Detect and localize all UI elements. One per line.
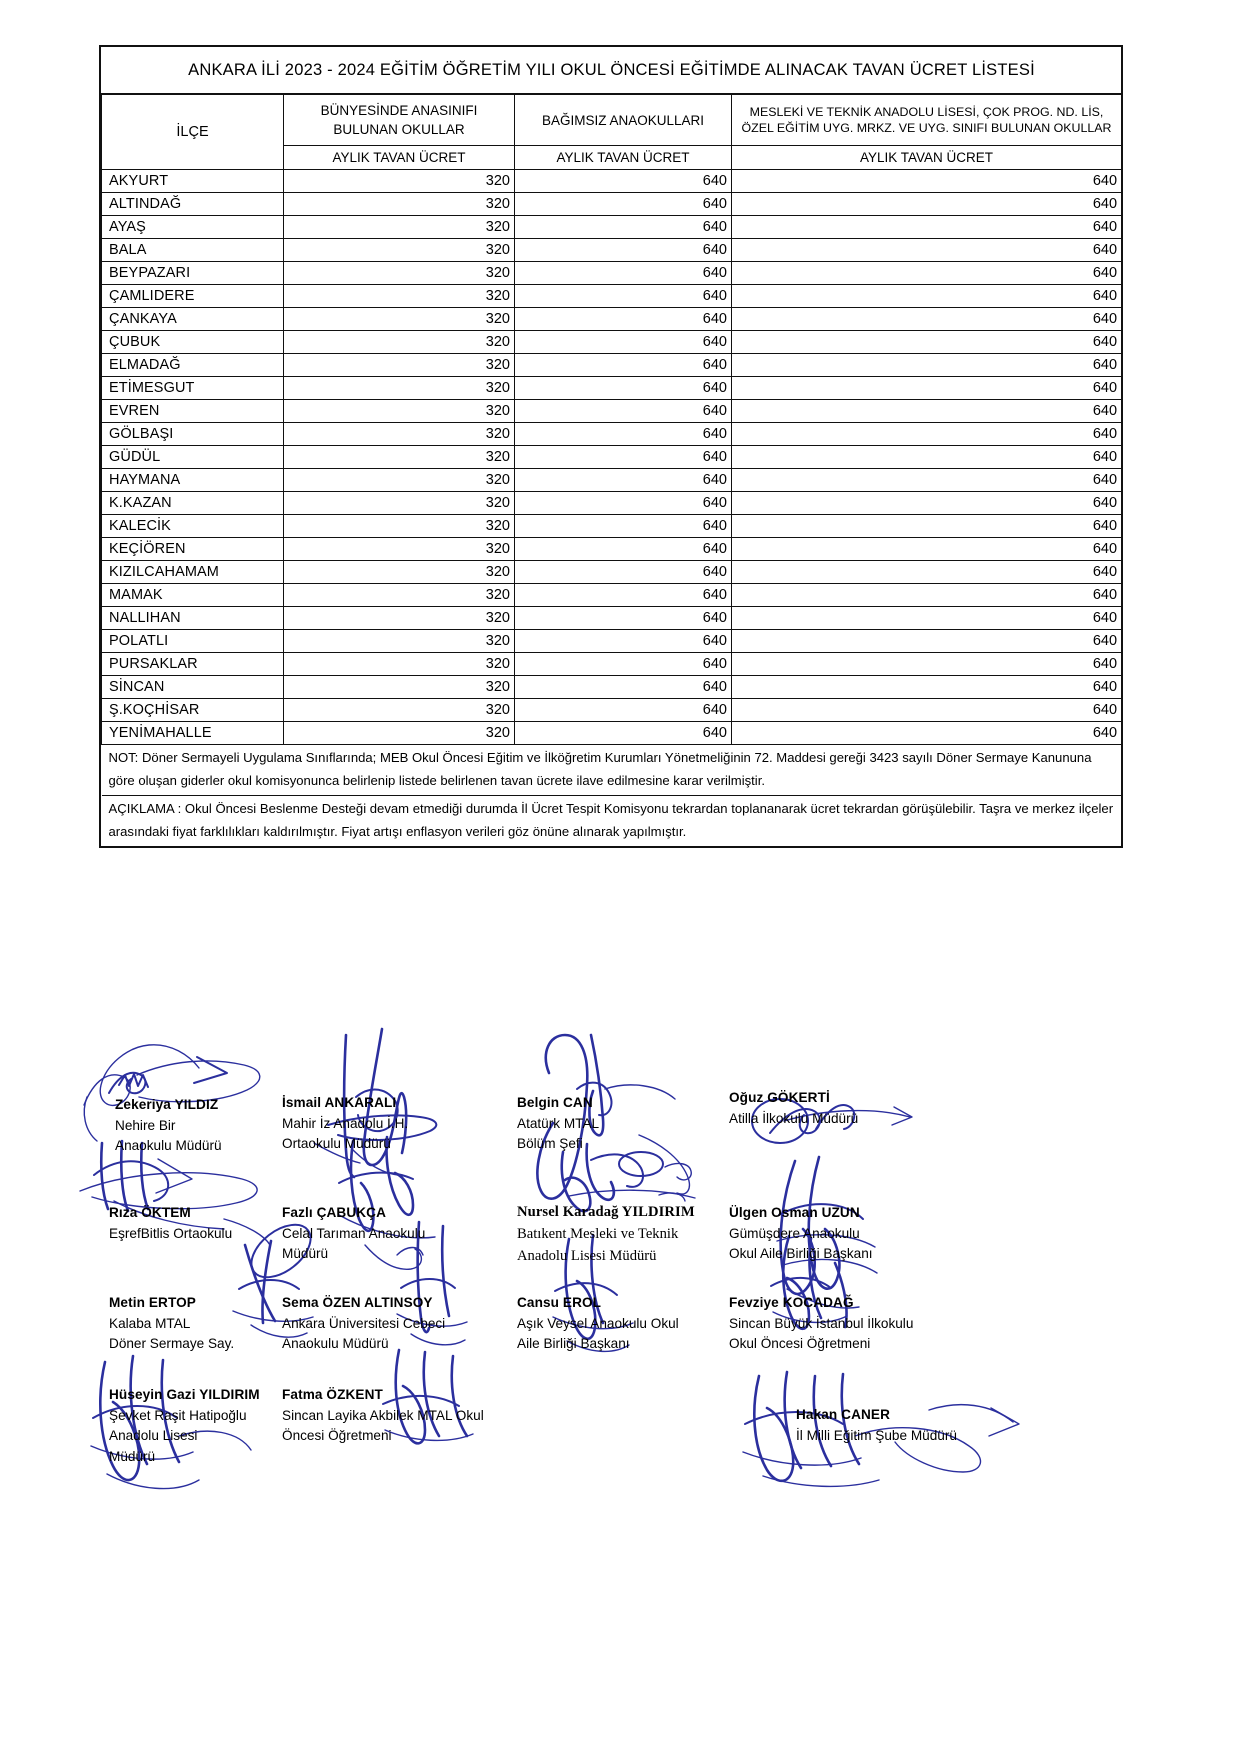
cell-mtal-fee: 640 — [732, 170, 1122, 193]
cell-mtal-fee: 640 — [732, 699, 1122, 722]
cell-bagimsiz-fee: 640 — [515, 239, 732, 262]
column-header-ilce: İLÇE — [102, 94, 284, 170]
cell-anasinifi-fee: 320 — [284, 515, 515, 538]
column-header-anasinifi: BÜNYESİNDE ANASINIFI BULUNAN OKULLAR — [284, 94, 515, 146]
signature-line1: Atatürk MTAL — [517, 1115, 600, 1131]
table-row — [102, 170, 1122, 193]
note-aciklama: AÇIKLAMA : Okul Öncesi Beslenme Desteği devam etmediği durumda İl Ücret Tespit Komisyonu tekrardan toplananarak ücret tekrardan görüşülebilir. Taşra ve merkez ilçeler arasındaki fiyat farklılıkları kaldırılmıştır. Fiyat artışı enflasyon verileri göz önüne alınarak yapılmıştır. — [102, 796, 1122, 847]
cell-mtal-fee: 640 — [732, 308, 1122, 331]
signature-line1: Batıkent Mesleki ve Teknik — [517, 1226, 679, 1243]
cell-anasinifi-fee: 320 — [284, 423, 515, 446]
signature-line1: Sincan Layika Akbilek MTAL Okul — [282, 1407, 484, 1423]
cell-anasinifi-fee: 320 — [284, 285, 515, 308]
cell-district: SİNCAN — [102, 676, 284, 699]
cell-anasinifi-fee: 320 — [284, 193, 515, 216]
signature-name: Zekeriya YILDIZ — [115, 1097, 219, 1112]
cell-anasinifi-fee: 320 — [284, 676, 515, 699]
signature-line2: Anadolu Lisesi Müdürü — [517, 1248, 657, 1265]
signature-line2: Anaokulu Müdürü — [115, 1138, 222, 1154]
signature-name: Belgin CAN — [517, 1095, 593, 1110]
table-title-row — [102, 47, 1122, 94]
cell-bagimsiz-fee: 640 — [515, 170, 732, 193]
signature-block-12 — [729, 1293, 913, 1355]
table-row — [102, 285, 1122, 308]
cell-mtal-fee: 640 — [732, 561, 1122, 584]
cell-mtal-fee: 640 — [732, 469, 1122, 492]
cell-mtal-fee: 640 — [732, 216, 1122, 239]
cell-mtal-fee: 640 — [732, 331, 1122, 354]
signature-name: Hüseyin Gazi YILDIRIM — [109, 1387, 260, 1402]
table-row — [102, 262, 1122, 285]
cell-mtal-fee: 640 — [732, 285, 1122, 308]
cell-anasinifi-fee: 320 — [284, 561, 515, 584]
cell-bagimsiz-fee: 640 — [515, 469, 732, 492]
cell-district: ELMADAĞ — [102, 354, 284, 377]
signature-line3: Müdürü — [109, 1448, 156, 1464]
signature-block-10 — [282, 1293, 445, 1355]
table-row — [102, 722, 1122, 745]
note-doner-sermaye: NOT: Döner Sermayeli Uygulama Sınıflarında; MEB Okul Öncesi Eğitim ve İlköğretim Kurumları Yönetmeliğinin 72. Maddesi gereği 3423 sayılı Döner Sermaye Kanununa göre oluşan giderler okul komisyonunca belirlenip listede belirlenen tavan ücrete ilave edilmesine karar verilmiştir. — [102, 745, 1122, 796]
table-row — [102, 446, 1122, 469]
signature-name: Cansu EROL — [517, 1295, 602, 1310]
cell-mtal-fee: 640 — [732, 538, 1122, 561]
subheader-mtal: AYLIK TAVAN ÜCRET — [732, 146, 1122, 170]
cell-district: KALECİK — [102, 515, 284, 538]
signature-line2: Bölüm Şefi — [517, 1136, 583, 1152]
cell-anasinifi-fee: 320 — [284, 308, 515, 331]
signature-line1: Atilla İlkokulu Müdürü — [729, 1110, 859, 1126]
table-row — [102, 699, 1122, 722]
cell-bagimsiz-fee: 640 — [515, 308, 732, 331]
signature-line2: Anadolu Lisesi — [109, 1428, 198, 1444]
table-row — [102, 400, 1122, 423]
signature-line2: Anaokulu Müdürü — [282, 1336, 389, 1352]
note-row-aciklama — [102, 796, 1122, 847]
subheader-anasinifi: AYLIK TAVAN ÜCRET — [284, 146, 515, 170]
cell-anasinifi-fee: 320 — [284, 216, 515, 239]
table-row — [102, 538, 1122, 561]
signature-line2: Döner Sermaye Say. — [109, 1336, 235, 1352]
signature-block-4 — [729, 1088, 858, 1129]
cell-bagimsiz-fee: 640 — [515, 285, 732, 308]
signature-line2: Aile Birliği Başkanı — [517, 1336, 630, 1352]
signature-block-5 — [109, 1203, 232, 1244]
table-row — [102, 676, 1122, 699]
approver-title: İl Milli Eğitim Şube Müdürü — [796, 1427, 957, 1443]
cell-mtal-fee: 640 — [732, 676, 1122, 699]
cell-anasinifi-fee: 320 — [284, 722, 515, 745]
cell-mtal-fee: 640 — [732, 193, 1122, 216]
signature-name: Fatma ÖZKENT — [282, 1387, 383, 1402]
note-row-not — [102, 745, 1122, 796]
cell-anasinifi-fee: 320 — [284, 446, 515, 469]
signature-name: Ülgen Osman UZUN — [729, 1205, 860, 1220]
cell-anasinifi-fee: 320 — [284, 469, 515, 492]
column-header-bagimsiz: BAĞIMSIZ ANAOKULLARI — [515, 94, 732, 146]
cell-bagimsiz-fee: 640 — [515, 377, 732, 400]
table-row — [102, 630, 1122, 653]
cell-mtal-fee: 640 — [732, 492, 1122, 515]
signature-block-8 — [729, 1203, 873, 1265]
signature-line1: Mahir İz Anadolu İ.H. — [282, 1115, 409, 1131]
table-row — [102, 561, 1122, 584]
table-row — [102, 216, 1122, 239]
signature-line1: Kalaba MTAL — [109, 1315, 191, 1331]
cell-bagimsiz-fee: 640 — [515, 400, 732, 423]
cell-bagimsiz-fee: 640 — [515, 676, 732, 699]
cell-district: PURSAKLAR — [102, 653, 284, 676]
cell-district: KEÇİÖREN — [102, 538, 284, 561]
signature-block-11 — [517, 1293, 679, 1355]
cell-mtal-fee: 640 — [732, 354, 1122, 377]
signature-line1: Nehire Bir — [115, 1117, 176, 1133]
cell-mtal-fee: 640 — [732, 607, 1122, 630]
signature-line2: Ortaokulu Müdürü — [282, 1136, 391, 1152]
cell-district: ÇUBUK — [102, 331, 284, 354]
column-header-mtal: MESLEKİ VE TEKNİK ANADOLU LİSESİ, ÇOK PROG. ND. LİS, ÖZEL EĞİTİM UYG. MRKZ. VE UYG. SINIFI BULUNAN OKULLAR — [732, 94, 1122, 146]
signature-line1: EşrefBitlis Ortaokulu — [109, 1225, 233, 1241]
signature-area — [99, 1040, 1139, 1510]
signature-name: İsmail ANKARALI — [282, 1095, 397, 1110]
cell-anasinifi-fee: 320 — [284, 653, 515, 676]
cell-district: NALLIHAN — [102, 607, 284, 630]
cell-bagimsiz-fee: 640 — [515, 193, 732, 216]
signature-block-1 — [115, 1095, 222, 1157]
approver-block — [796, 1405, 957, 1446]
cell-district: ALTINDAĞ — [102, 193, 284, 216]
cell-district: YENİMAHALLE — [102, 722, 284, 745]
table-row — [102, 492, 1122, 515]
signature-name: Rıza ÖKTEM — [109, 1205, 191, 1220]
cell-district: AKYURT — [102, 170, 284, 193]
signature-block-9 — [109, 1293, 234, 1355]
cell-district: MAMAK — [102, 584, 284, 607]
table-row — [102, 239, 1122, 262]
cell-district: BALA — [102, 239, 284, 262]
cell-bagimsiz-fee: 640 — [515, 584, 732, 607]
cell-anasinifi-fee: 320 — [284, 377, 515, 400]
signature-block-3 — [517, 1093, 599, 1155]
subheader-bagimsiz: AYLIK TAVAN ÜCRET — [515, 146, 732, 170]
cell-anasinifi-fee: 320 — [284, 331, 515, 354]
cell-district: KIZILCAHAMAM — [102, 561, 284, 584]
cell-anasinifi-fee: 320 — [284, 699, 515, 722]
cell-district: ETİMESGUT — [102, 377, 284, 400]
table-row — [102, 607, 1122, 630]
table-row — [102, 653, 1122, 676]
cell-district: ÇAMLIDERE — [102, 285, 284, 308]
cell-anasinifi-fee: 320 — [284, 262, 515, 285]
signature-line2: Müdürü — [282, 1246, 329, 1262]
signature-name: Sema ÖZEN ALTINSOY — [282, 1295, 433, 1310]
cell-bagimsiz-fee: 640 — [515, 538, 732, 561]
page-title: ANKARA İLİ 2023 - 2024 EĞİTİM ÖĞRETİM YILI OKUL ÖNCESİ EĞİTİMDE ALINACAK TAVAN ÜCRET LİSTESİ — [102, 47, 1122, 94]
table-row — [102, 584, 1122, 607]
cell-bagimsiz-fee: 640 — [515, 423, 732, 446]
cell-mtal-fee: 640 — [732, 400, 1122, 423]
cell-bagimsiz-fee: 640 — [515, 216, 732, 239]
cell-district: Ş.KOÇHİSAR — [102, 699, 284, 722]
signature-line1: Gümüşdere Anaokulu — [729, 1225, 860, 1241]
signature-block-6 — [282, 1203, 425, 1265]
cell-mtal-fee: 640 — [732, 423, 1122, 446]
cell-mtal-fee: 640 — [732, 653, 1122, 676]
cell-bagimsiz-fee: 640 — [515, 607, 732, 630]
cell-bagimsiz-fee: 640 — [515, 446, 732, 469]
cell-district: GÖLBAŞI — [102, 423, 284, 446]
table-row — [102, 469, 1122, 492]
cell-district: ÇANKAYA — [102, 308, 284, 331]
cell-bagimsiz-fee: 640 — [515, 354, 732, 377]
signature-line1: Şevket Raşit Hatipoğlu — [109, 1407, 247, 1423]
approver-name: Hakan CANER — [796, 1407, 891, 1422]
signature-name: Oğuz GÖKERTİ — [729, 1090, 830, 1105]
cell-bagimsiz-fee: 640 — [515, 331, 732, 354]
table-header-row-main — [102, 94, 1122, 146]
cell-mtal-fee: 640 — [732, 722, 1122, 745]
cell-anasinifi-fee: 320 — [284, 400, 515, 423]
cell-mtal-fee: 640 — [732, 515, 1122, 538]
cell-bagimsiz-fee: 640 — [515, 515, 732, 538]
cell-bagimsiz-fee: 640 — [515, 630, 732, 653]
table-row — [102, 193, 1122, 216]
cell-anasinifi-fee: 320 — [284, 354, 515, 377]
table-row — [102, 423, 1122, 446]
cell-district: K.KAZAN — [102, 492, 284, 515]
table-row — [102, 515, 1122, 538]
cell-anasinifi-fee: 320 — [284, 538, 515, 561]
cell-mtal-fee: 640 — [732, 377, 1122, 400]
fee-table — [101, 47, 1122, 846]
cell-anasinifi-fee: 320 — [284, 584, 515, 607]
cell-bagimsiz-fee: 640 — [515, 492, 732, 515]
table-row — [102, 377, 1122, 400]
cell-district: EVREN — [102, 400, 284, 423]
signature-name: Nursel Karadağ YILDIRIM — [517, 1204, 695, 1220]
fee-table-container — [99, 45, 1123, 848]
signature-name: Fazlı ÇABUKÇA — [282, 1205, 387, 1220]
cell-mtal-fee: 640 — [732, 239, 1122, 262]
cell-mtal-fee: 640 — [732, 262, 1122, 285]
signature-block-13 — [109, 1385, 260, 1468]
signature-block-2 — [282, 1093, 408, 1155]
cell-mtal-fee: 640 — [732, 630, 1122, 653]
cell-mtal-fee: 640 — [732, 446, 1122, 469]
signature-line1: Sincan Büyük İstanbul İlkokulu — [729, 1315, 914, 1331]
table-row — [102, 331, 1122, 354]
cell-bagimsiz-fee: 640 — [515, 699, 732, 722]
cell-district: POLATLI — [102, 630, 284, 653]
signature-name: Metin ERTOP — [109, 1295, 196, 1310]
signature-name: Fevziye KOCADAĞ — [729, 1295, 854, 1310]
cell-bagimsiz-fee: 640 — [515, 722, 732, 745]
table-row — [102, 308, 1122, 331]
cell-anasinifi-fee: 320 — [284, 630, 515, 653]
cell-mtal-fee: 640 — [732, 584, 1122, 607]
cell-bagimsiz-fee: 640 — [515, 653, 732, 676]
signature-block-7 — [517, 1201, 695, 1268]
fee-table-body — [102, 170, 1122, 745]
signature-line1: Ankara Üniversitesi Cebeci — [282, 1315, 446, 1331]
signature-line2: Okul Öncesi Öğretmeni — [729, 1336, 871, 1352]
table-row — [102, 354, 1122, 377]
signature-line2: Okul Aile Birliği Başkanı — [729, 1246, 873, 1262]
cell-bagimsiz-fee: 640 — [515, 561, 732, 584]
cell-anasinifi-fee: 320 — [284, 492, 515, 515]
signature-line1: Aşık Veysel Anaokulu Okul — [517, 1315, 679, 1331]
signature-block-14 — [282, 1385, 484, 1447]
cell-bagimsiz-fee: 640 — [515, 262, 732, 285]
cell-anasinifi-fee: 320 — [284, 239, 515, 262]
cell-district: HAYMANA — [102, 469, 284, 492]
cell-anasinifi-fee: 320 — [284, 607, 515, 630]
signature-line1: Celal Tarıman Anaokulu — [282, 1225, 426, 1241]
cell-anasinifi-fee: 320 — [284, 170, 515, 193]
cell-district: GÜDÜL — [102, 446, 284, 469]
signature-line2: Öncesi Öğretmeni — [282, 1428, 392, 1444]
cell-district: BEYPAZARI — [102, 262, 284, 285]
cell-district: AYAŞ — [102, 216, 284, 239]
